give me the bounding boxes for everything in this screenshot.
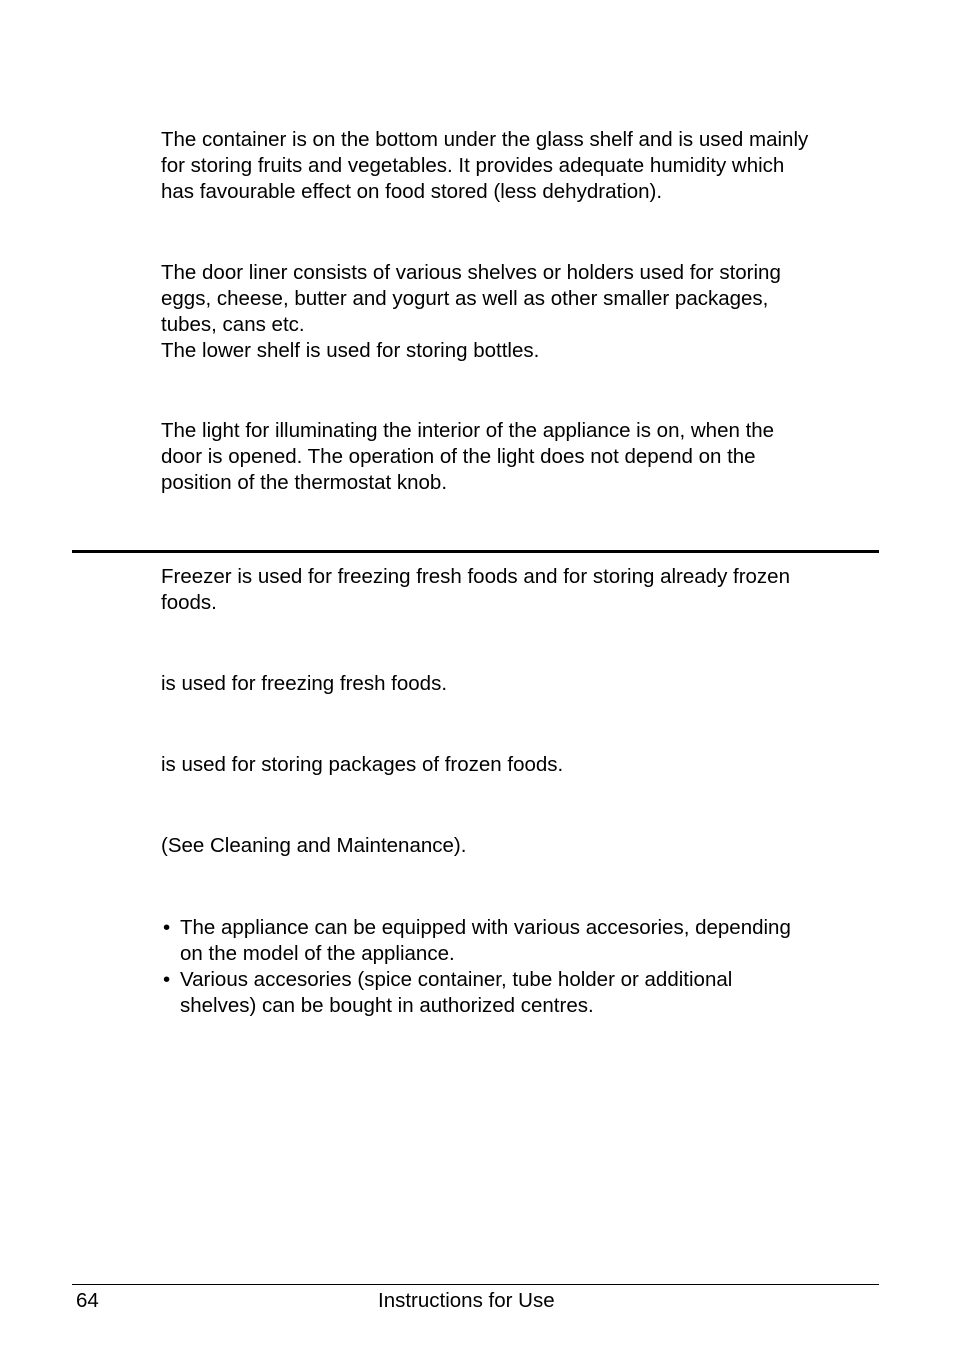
text-line: The appliance can be equipped with various accesories, depending <box>180 916 791 939</box>
bullet-icon: • <box>163 916 171 939</box>
text-line: has favourable effect on food stored (less dehydration). <box>161 180 663 203</box>
section-divider <box>72 550 879 553</box>
text-line: The lower shelf is used for storing bottles. <box>161 339 540 362</box>
freezing-part-paragraph <box>161 671 881 697</box>
accessories-list <box>161 915 881 1019</box>
text-line: tubes, cans etc. <box>161 313 305 336</box>
footer-title: Instructions for Use <box>378 1289 555 1312</box>
footer-divider <box>72 1284 879 1285</box>
freezer-paragraph <box>161 564 881 616</box>
text-line: The door liner consists of various shelves or holders used for storing <box>161 261 781 284</box>
text-line: The container is on the bottom under the glass shelf and is used mainly <box>161 128 809 151</box>
text-line: is used for freezing fresh foods. <box>161 672 448 695</box>
text-line: is used for storing packages of frozen foods. <box>161 753 564 776</box>
text-line: shelves) can be bought in authorized centres. <box>180 994 594 1017</box>
bullet-icon: • <box>163 968 171 991</box>
text-line: The light for illuminating the interior of the appliance is on, when the <box>161 419 775 442</box>
text-line: for storing fruits and vegetables. It provides adequate humidity which <box>161 154 785 177</box>
text-line: position of the thermostat knob. <box>161 471 448 494</box>
storage-part-paragraph <box>161 752 881 778</box>
text-line: on the model of the appliance. <box>180 942 455 965</box>
container-paragraph <box>161 127 881 205</box>
list-item <box>161 967 881 1019</box>
text-line: (See Cleaning and Maintenance). <box>161 834 467 857</box>
text-line: door is opened. The operation of the light does not depend on the <box>161 445 756 468</box>
text-line: eggs, cheese, butter and yogurt as well as other smaller packages, <box>161 287 769 310</box>
light-paragraph <box>161 418 881 496</box>
text-line: Various accesories (spice container, tube holder or additional <box>180 968 733 991</box>
page-number: 64 <box>76 1289 99 1312</box>
text-line: foods. <box>161 591 217 614</box>
list-item <box>161 915 881 967</box>
door-liner-paragraph <box>161 260 881 364</box>
defrosting-paragraph <box>161 833 881 859</box>
text-line: Freezer is used for freezing fresh foods and for storing already frozen <box>161 565 790 588</box>
